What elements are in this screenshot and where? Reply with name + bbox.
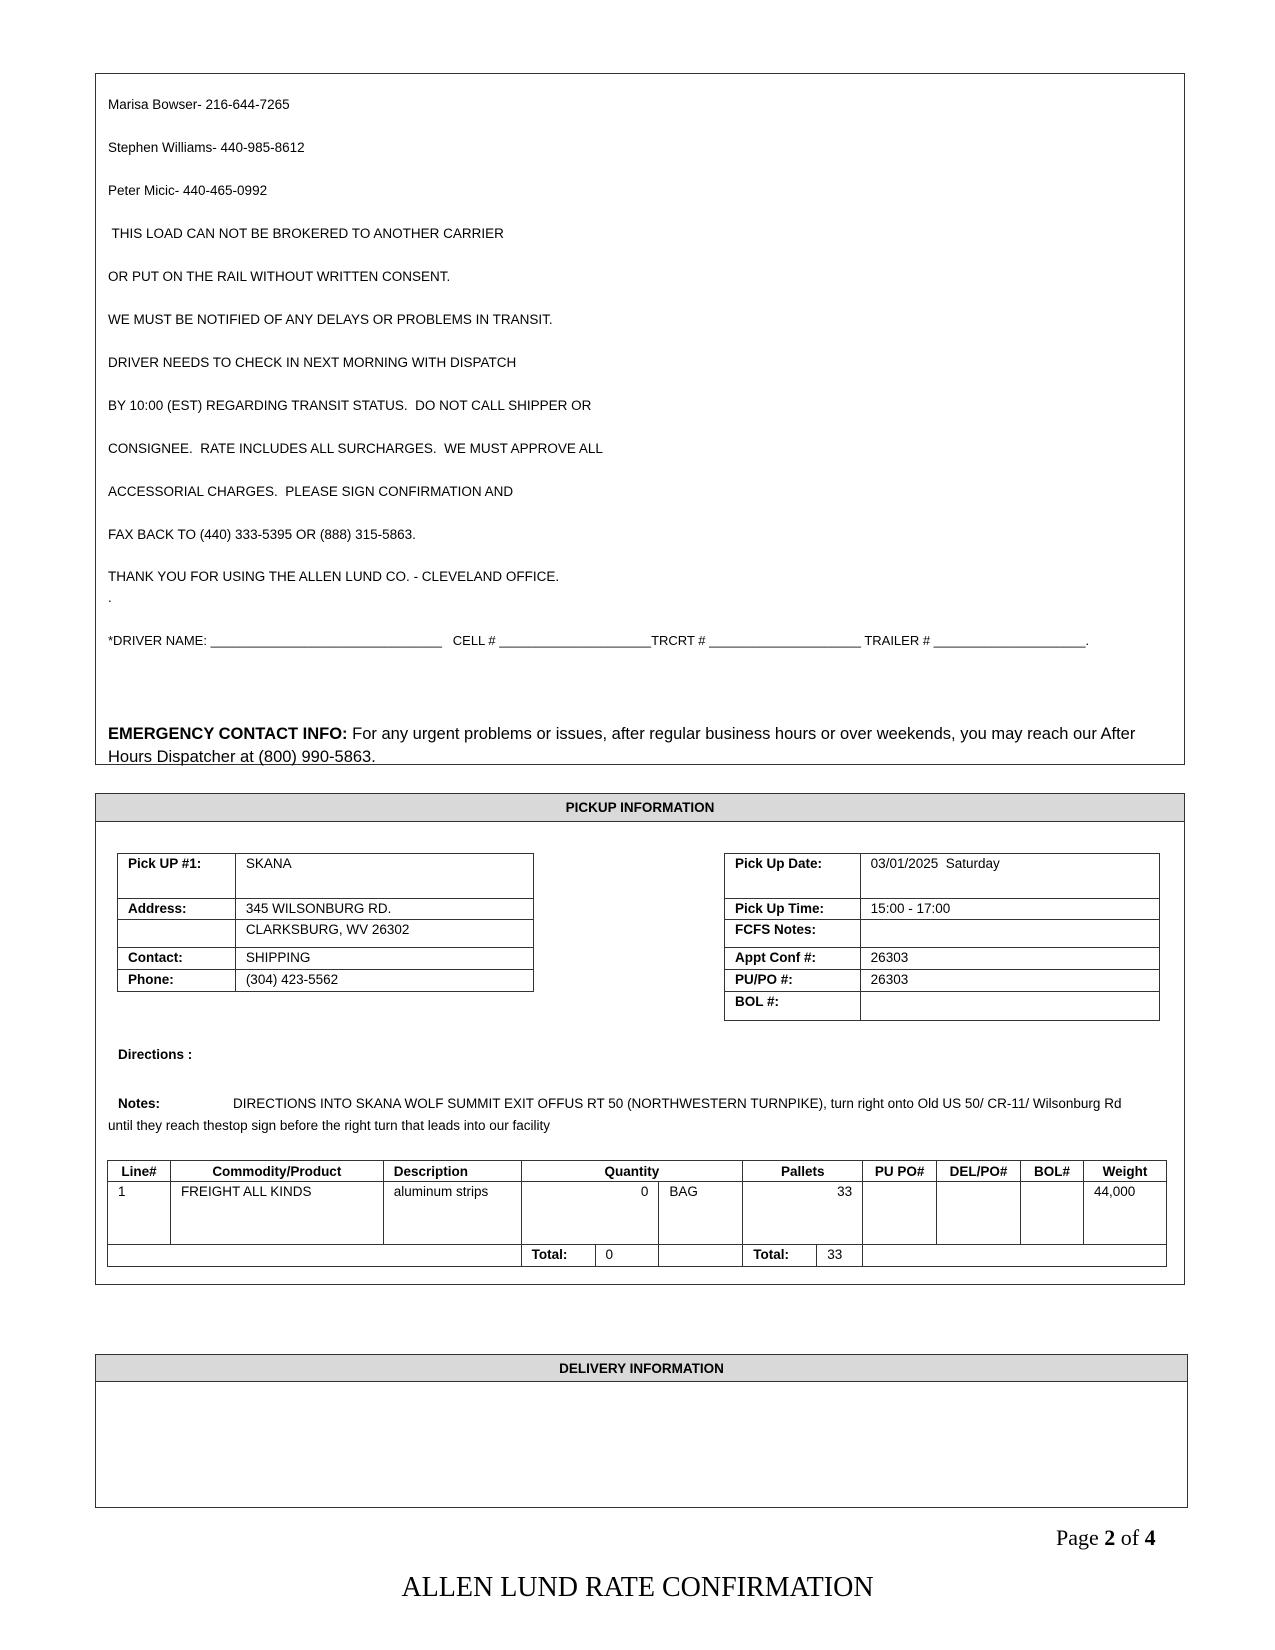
header-commodity: Commodity/Product bbox=[170, 1161, 383, 1182]
pupo-value: 26303 bbox=[860, 970, 1159, 992]
notes-text: DIRECTIONS INTO SKANA WOLF SUMMIT EXIT OFFUS RT 50 (NORTHWESTERN TURNPIKE), turn right onto Old US 50/ CR-11/ Wilsonburg Rd bbox=[233, 1096, 1122, 1111]
instruction-line: THIS LOAD CAN NOT BE BROKERED TO ANOTHER CARRIER bbox=[108, 226, 504, 241]
pickup-header: PICKUP INFORMATION bbox=[96, 794, 1184, 822]
pickup-time-label: Pick Up Time: bbox=[725, 899, 861, 920]
pickup-date-value: 03/01/2025 Saturday bbox=[860, 854, 1159, 899]
emergency-contact bbox=[108, 723, 1168, 769]
pickup-right-table bbox=[724, 853, 1160, 1021]
header-bol: BOL# bbox=[1021, 1161, 1084, 1182]
pickup-date-label: Pick Up Date: bbox=[725, 854, 861, 899]
line-cell: 1 bbox=[108, 1182, 171, 1245]
total-pallets-value: 33 bbox=[817, 1245, 863, 1267]
fcfs-notes-value bbox=[860, 920, 1159, 948]
pallets-cell: 33 bbox=[743, 1182, 863, 1245]
table-row bbox=[108, 1182, 1167, 1245]
appt-conf-label: Appt Conf #: bbox=[725, 948, 861, 970]
address-label: Address: bbox=[118, 899, 236, 920]
delpo-cell bbox=[937, 1182, 1021, 1245]
instructions-box bbox=[95, 73, 1185, 765]
directions-label: Directions : bbox=[118, 1047, 193, 1062]
total-qty-value: 0 bbox=[595, 1245, 659, 1267]
header-weight: Weight bbox=[1083, 1161, 1166, 1182]
address-line2: CLARKSBURG, WV 26302 bbox=[235, 920, 533, 948]
notes-label: Notes: bbox=[118, 1096, 161, 1111]
instruction-line: BY 10:00 (EST) REGARDING TRANSIT STATUS. DO NOT CALL SHIPPER OR bbox=[108, 398, 592, 413]
pupo-cell bbox=[863, 1182, 937, 1245]
page-current: 2 bbox=[1104, 1525, 1116, 1550]
page-number bbox=[1056, 1525, 1156, 1551]
bol-value bbox=[860, 992, 1159, 1021]
instruction-line: OR PUT ON THE RAIL WITHOUT WRITTEN CONSENT. bbox=[108, 269, 451, 284]
instruction-line: WE MUST BE NOTIFIED OF ANY DELAYS OR PROBLEMS IN TRANSIT. bbox=[108, 312, 553, 327]
instruction-line: DRIVER NEEDS TO CHECK IN NEXT MORNING WITH DISPATCH bbox=[108, 355, 517, 370]
bol-cell bbox=[1021, 1182, 1084, 1245]
delivery-header: DELIVERY INFORMATION bbox=[96, 1355, 1187, 1382]
contact-label: Contact: bbox=[118, 948, 236, 970]
pupo-label: PU/PO #: bbox=[725, 970, 861, 992]
phone-value: (304) 423-5562 bbox=[235, 970, 533, 992]
unit-cell: BAG bbox=[659, 1182, 743, 1245]
emergency-label: EMERGENCY CONTACT INFO: bbox=[108, 725, 348, 743]
weight-cell: 44,000 bbox=[1083, 1182, 1166, 1245]
total-qty-label: Total: bbox=[521, 1245, 595, 1267]
description-cell: aluminum strips bbox=[383, 1182, 521, 1245]
commodity-cell: FREIGHT ALL KINDS bbox=[170, 1182, 383, 1245]
page-total: 4 bbox=[1144, 1525, 1156, 1550]
quantity-cell: 0 bbox=[521, 1182, 659, 1245]
header-description: Description bbox=[383, 1161, 521, 1182]
pickup-left-table bbox=[117, 853, 534, 992]
totals-spacer bbox=[108, 1245, 522, 1267]
appt-conf-value: 26303 bbox=[860, 948, 1159, 970]
fcfs-notes-label: FCFS Notes: bbox=[725, 920, 861, 948]
document-footer-title: ALLEN LUND RATE CONFIRMATION bbox=[401, 1572, 874, 1603]
contact-line: Stephen Williams- 440-985-8612 bbox=[108, 140, 305, 155]
totals-trailing bbox=[863, 1245, 1167, 1267]
driver-info-line[interactable]: *DRIVER NAME: ________________________________ CELL # _____________________TRCRT # _____________________ TRAILER # _____________________. bbox=[108, 633, 1090, 648]
contact-line: Peter Micic- 440-465-0992 bbox=[108, 183, 268, 198]
empty-cell bbox=[118, 920, 236, 948]
dot: . bbox=[108, 590, 112, 605]
instruction-line: ACCESSORIAL CHARGES. PLEASE SIGN CONFIRMATION AND bbox=[108, 484, 514, 499]
header-delpo: DEL/PO# bbox=[937, 1161, 1021, 1182]
instruction-line: FAX BACK TO (440) 333-5395 OR (888) 315-5863. bbox=[108, 527, 416, 542]
pickup-time-value: 15:00 - 17:00 bbox=[860, 899, 1159, 920]
bol-label: BOL #: bbox=[725, 992, 861, 1021]
emergency-text: For any urgent problems or issues, after regular business hours or over weekends, you may reach our After Hours Dispatcher at (800) 990-5863. bbox=[108, 725, 1136, 766]
page-of: of bbox=[1115, 1525, 1145, 1550]
page-prefix: Page bbox=[1056, 1525, 1105, 1550]
pickup-number-label: Pick UP #1: bbox=[118, 854, 236, 899]
header-pallets: Pallets bbox=[743, 1161, 863, 1182]
contact-line: Marisa Bowser- 216-644-7265 bbox=[108, 97, 290, 112]
contact-value: SHIPPING bbox=[235, 948, 533, 970]
header-pupo: PU PO# bbox=[863, 1161, 937, 1182]
instruction-line: CONSIGNEE. RATE INCLUDES ALL SURCHARGES. WE MUST APPROVE ALL bbox=[108, 441, 603, 456]
instruction-line: THANK YOU FOR USING THE ALLEN LUND CO. - CLEVELAND OFFICE. bbox=[108, 569, 560, 584]
address-line1: 345 WILSONBURG RD. bbox=[235, 899, 533, 920]
total-qty-empty bbox=[659, 1245, 743, 1267]
commodity-table bbox=[107, 1160, 1167, 1267]
pickup-number-value: SKANA bbox=[235, 854, 533, 899]
total-pallets-label: Total: bbox=[743, 1245, 817, 1267]
notes-text-continued: until they reach thestop sign before the right turn that leads into our facility bbox=[108, 1118, 551, 1133]
phone-label: Phone: bbox=[118, 970, 236, 992]
header-quantity: Quantity bbox=[521, 1161, 743, 1182]
totals-row bbox=[108, 1245, 1167, 1267]
header-line: Line# bbox=[108, 1161, 171, 1182]
